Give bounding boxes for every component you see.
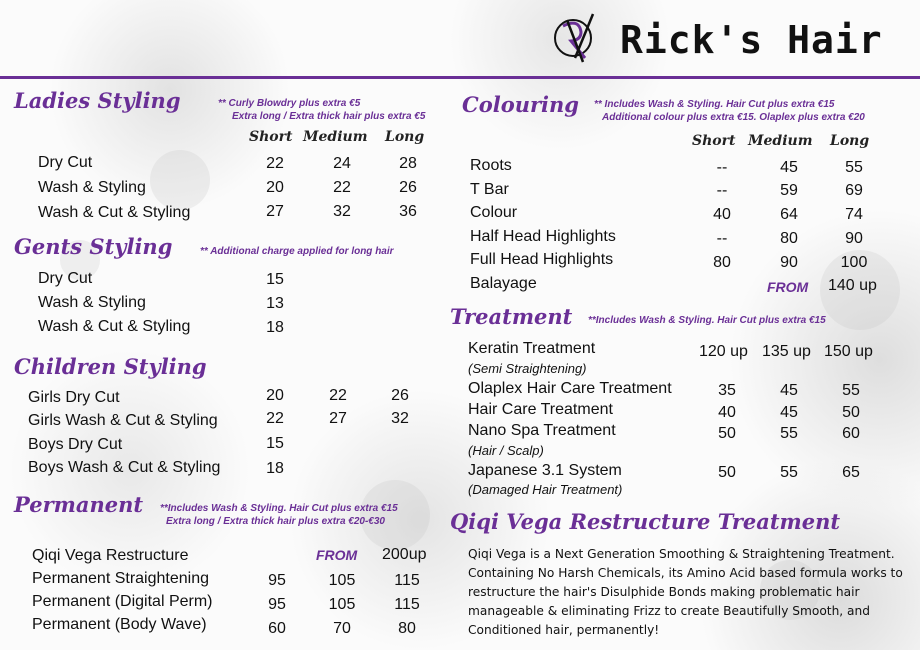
price: 80 [398,620,416,637]
price: 28 [399,155,417,172]
price: 15 [266,435,284,452]
price: 120 up [699,343,748,360]
price: 50 [718,425,736,442]
size-header-short: Short [249,129,293,145]
header-rule [0,76,920,79]
brand-name: Rick's Hair [620,18,883,62]
price: 26 [391,387,409,404]
treatment-title: Treatment [450,304,573,329]
background-blossom [150,150,210,210]
price: 95 [268,596,286,613]
service-name: Wash & Styling [38,179,146,196]
price: 64 [780,206,798,223]
service-name: Boys Dry Cut [28,436,123,453]
price: 55 [842,382,860,399]
service-name: Wash & Styling [38,294,146,311]
service-name: Colour [470,204,518,221]
service-name: Nano Spa Treatment [468,422,616,439]
permanent-note: Extra long / Extra thick hair plus extra €20-€30 [166,516,385,527]
size-header-short: Short [692,133,736,149]
price: 70 [333,620,351,637]
price: -- [716,159,728,176]
price: 69 [845,182,863,199]
price: 40 [713,206,731,223]
service-name: Boys Wash & Cut & Styling [28,459,221,476]
price: 65 [842,464,860,481]
service-name: Dry Cut [38,154,93,171]
treatment-note: **Includes Wash & Styling. Hair Cut plus extra €15 [588,315,826,326]
price: 150 up [824,343,873,360]
size-header-long: Long [385,129,425,145]
price: 80 [713,254,731,271]
price: 115 [394,572,420,589]
qiqi-title: Qiqi Vega Restructure Treatment [450,509,841,534]
price: 18 [266,460,284,477]
service-name: Permanent Straightening [32,570,209,587]
colouring-note: Additional colour plus extra €15. Olaplex plus extra €20 [602,112,865,123]
ladies-note: Extra long / Extra thick hair plus extra €5 [232,111,426,122]
price: 35 [718,382,736,399]
price: 60 [842,425,860,442]
price: 24 [333,155,351,172]
price: 80 [780,230,798,247]
price: 27 [329,410,347,427]
price: 59 [780,182,798,199]
price: 40 [718,404,736,421]
colouring-title: Colouring [462,92,579,117]
service-name: Wash & Cut & Styling [38,204,191,221]
price: 32 [391,410,409,427]
price: 100 [840,254,868,271]
from-label: FROM [316,547,358,563]
ladies-title: Ladies Styling [14,88,181,113]
ladies-note: ** Curly Blowdry plus extra €5 [218,98,361,109]
price: 105 [328,572,356,589]
price: 22 [329,387,347,404]
price: 115 [394,596,420,613]
price: 105 [328,596,356,613]
size-header-medium: Medium [748,133,813,149]
service-name: Dry Cut [38,270,93,287]
price: 45 [780,159,798,176]
price: 22 [333,179,351,196]
service-name: Wash & Cut & Styling [38,318,191,335]
price: 74 [845,206,863,223]
price: 22 [266,155,284,172]
price: 50 [842,404,860,421]
price: 135 up [762,343,811,360]
service-name: Keratin Treatment [468,340,596,357]
price: 55 [780,464,798,481]
service-name: Qiqi Vega Restructure [32,547,189,564]
price: 60 [268,620,286,637]
gents-note: ** Additional charge applied for long hair [200,246,394,257]
price: -- [716,230,728,247]
price: 27 [266,203,284,220]
price: 36 [399,203,417,220]
service-subtitle: (Hair / Scalp) [468,443,544,458]
price: 18 [266,319,284,336]
price: 45 [780,382,798,399]
price: -- [716,182,728,199]
price: 90 [780,254,798,271]
price: 45 [780,404,798,421]
price: 32 [333,203,351,220]
price: 13 [266,295,284,312]
service-name: Girls Wash & Cut & Styling [28,412,218,429]
price: 26 [399,179,417,196]
price: 22 [266,410,284,427]
service-subtitle: (Semi Straightening) [468,361,587,376]
service-name: T Bar [470,181,509,198]
price: 200up [382,546,427,563]
service-name: Balayage [470,275,537,292]
gents-title: Gents Styling [14,234,173,259]
service-name: Permanent (Body Wave) [32,616,207,633]
service-name: Full Head Highlights [470,251,614,268]
price: 90 [845,230,863,247]
price: 95 [268,572,286,589]
brand-logo [545,8,611,66]
service-name: Japanese 3.1 System [468,462,622,479]
permanent-note: **Includes Wash & Styling. Hair Cut plus extra €15 [160,503,398,514]
from-label: FROM [767,279,809,295]
price: 20 [266,179,284,196]
price: 50 [718,464,736,481]
service-name: Girls Dry Cut [28,389,120,406]
price: 15 [266,271,284,288]
service-name: Hair Care Treatment [468,401,613,418]
size-header-long: Long [830,133,870,149]
service-subtitle: (Damaged Hair Treatment) [468,482,623,497]
permanent-title: Permanent [14,492,144,517]
size-header-medium: Medium [303,129,368,145]
service-name: Half Head Highlights [470,228,616,245]
service-name: Permanent (Digital Perm) [32,593,213,610]
service-name: Olaplex Hair Care Treatment [468,380,672,397]
colouring-note: ** Includes Wash & Styling. Hair Cut plus extra €15 [594,99,835,110]
qiqi-description: Qiqi Vega is a Next Generation Smoothing & Straightening Treatment. Containing No Harsh Chemicals, its Amino Acid based formula works to restructure the hair's Disulphide Bonds making problematic hair manageable & eliminating Frizz to create Beautifully Smooth, and Conditioned hair, permanently! [468,547,903,637]
price: 55 [845,159,863,176]
service-name: Roots [470,157,512,174]
price: 20 [266,387,284,404]
price: 55 [780,425,798,442]
children-title: Children Styling [14,354,207,379]
price: 140 up [828,277,877,294]
